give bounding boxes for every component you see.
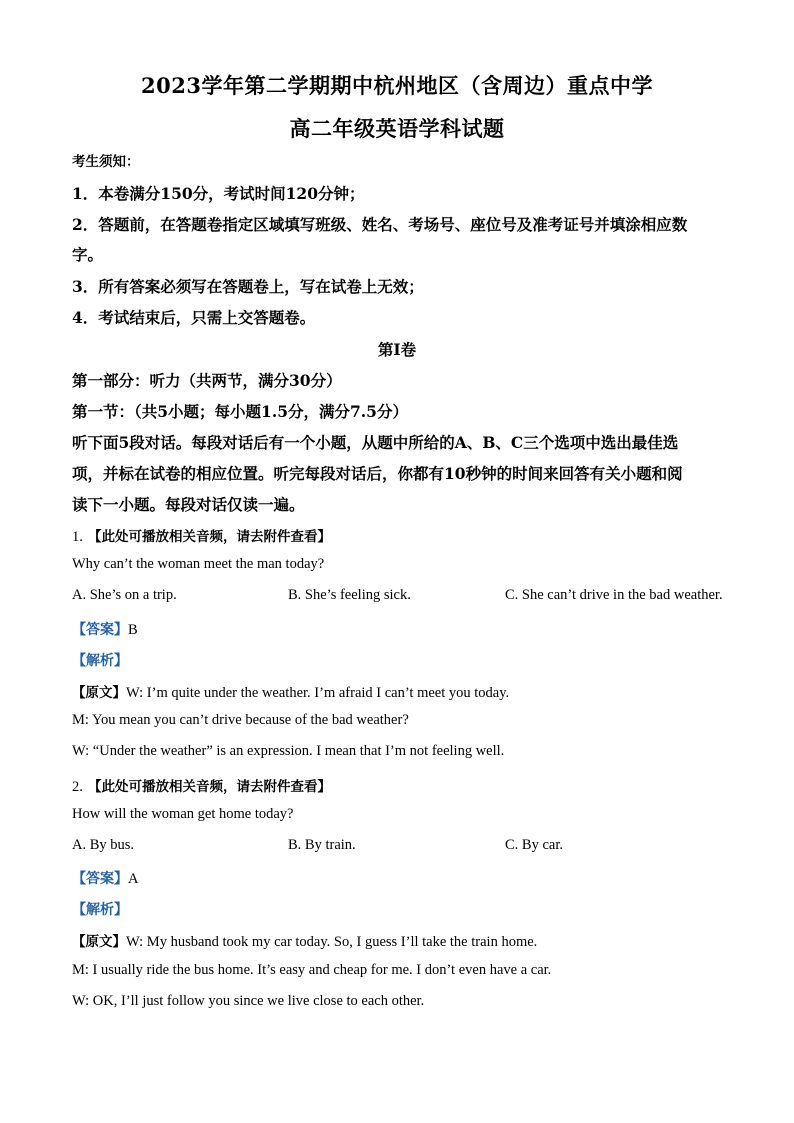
answer-label: 【答案】	[72, 871, 128, 887]
question-1-transcript-line-1	[72, 681, 509, 702]
instructions-line-2: 项，并标在试卷的相应位置。听完每段对话后，你都有10秒钟的时间来回答有关小题和阅	[72, 464, 683, 483]
question-2-analysis	[72, 899, 128, 919]
volume-title: 第Ⅰ卷	[377, 340, 417, 359]
answer-value: A	[128, 871, 139, 887]
instructions-line-3: 读下一小题。每段对话仅读一遍。	[72, 495, 305, 514]
question-2-prompt: How will the woman get home today?	[72, 806, 294, 822]
notice-item-3: 3．所有答案必须写在答题卷上，写在试卷上无效；	[72, 277, 424, 296]
notice-item-2: 2．答题前，在答题卷指定区域填写班级、姓名、考场号、座位号及准考证号并填涂相应数	[72, 215, 688, 234]
question-2-transcript-line-2: M: I usually ride the bus home. It’s easy and cheap for me. I don’t even have a car.	[72, 962, 552, 978]
notice-item-4: 4．考试结束后，只需上交答题卷。	[72, 308, 316, 327]
notice-heading: 考生须知：	[72, 154, 140, 170]
part-heading: 第一部分：听力（共两节，满分30分）	[72, 371, 342, 390]
answer-value: B	[128, 622, 138, 638]
question-1-transcript-line-2: M: You mean you can’t drive because of the bad weather?	[72, 712, 409, 728]
question-2-option-b: B. By train.	[288, 837, 356, 853]
transcript-text: W: I’m quite under the weather. I’m afraid I can’t meet you today.	[126, 685, 510, 701]
notice-item-2-cont: 字。	[72, 245, 104, 264]
question-2-answer	[72, 868, 138, 888]
instructions-line-1: 听下面5段对话。每段对话后有一个小题，从题中所给的A、B、C三个选项中选出最佳选	[72, 433, 679, 452]
audio-note[interactable]: 【此处可播放相关音频，请去附件查看】	[87, 779, 331, 795]
section-heading: 第一节：（共5小题；每小题1.5分，满分7.5分）	[72, 402, 408, 421]
analysis-label: 【解析】	[72, 902, 128, 918]
question-1-option-a: A. She’s on a trip.	[72, 587, 177, 603]
question-2-transcript-line-3: W: OK, I’ll just follow you since we live close to each other.	[72, 993, 425, 1009]
question-2-option-a: A. By bus.	[72, 837, 135, 853]
transcript-label: 【原文】	[72, 685, 126, 701]
question-2-header	[72, 775, 331, 796]
question-1-header	[72, 525, 331, 546]
question-1-transcript-line-3: W: “Under the weather” is an expression. I mean that I’m not feeling well.	[72, 743, 505, 759]
notice-item-1: 1．本卷满分150分，考试时间120分钟；	[72, 184, 365, 203]
exam-title-line2: 高二年级英语学科试题	[289, 116, 505, 141]
analysis-label: 【解析】	[72, 653, 128, 669]
answer-label: 【答案】	[72, 622, 128, 638]
exam-title-line1: 2023学年第二学期期中杭州地区（含周边）重点中学	[141, 73, 653, 98]
question-1-prompt: Why can’t the woman meet the man today?	[72, 556, 325, 572]
question-1-analysis	[72, 650, 128, 670]
transcript-text: W: My husband took my car today. So, I guess I’ll take the train home.	[126, 934, 538, 950]
question-number: 2.	[72, 779, 83, 795]
audio-note[interactable]: 【此处可播放相关音频，请去附件查看】	[87, 529, 331, 545]
question-1-answer	[72, 619, 138, 639]
question-number: 1.	[72, 529, 83, 545]
question-2-option-c: C. By car.	[505, 837, 563, 853]
question-2-transcript-line-1	[72, 930, 537, 951]
transcript-label: 【原文】	[72, 934, 126, 950]
question-1-option-b: B. She’s feeling sick.	[288, 587, 411, 603]
question-1-option-c: C. She can’t drive in the bad weather.	[505, 587, 723, 603]
